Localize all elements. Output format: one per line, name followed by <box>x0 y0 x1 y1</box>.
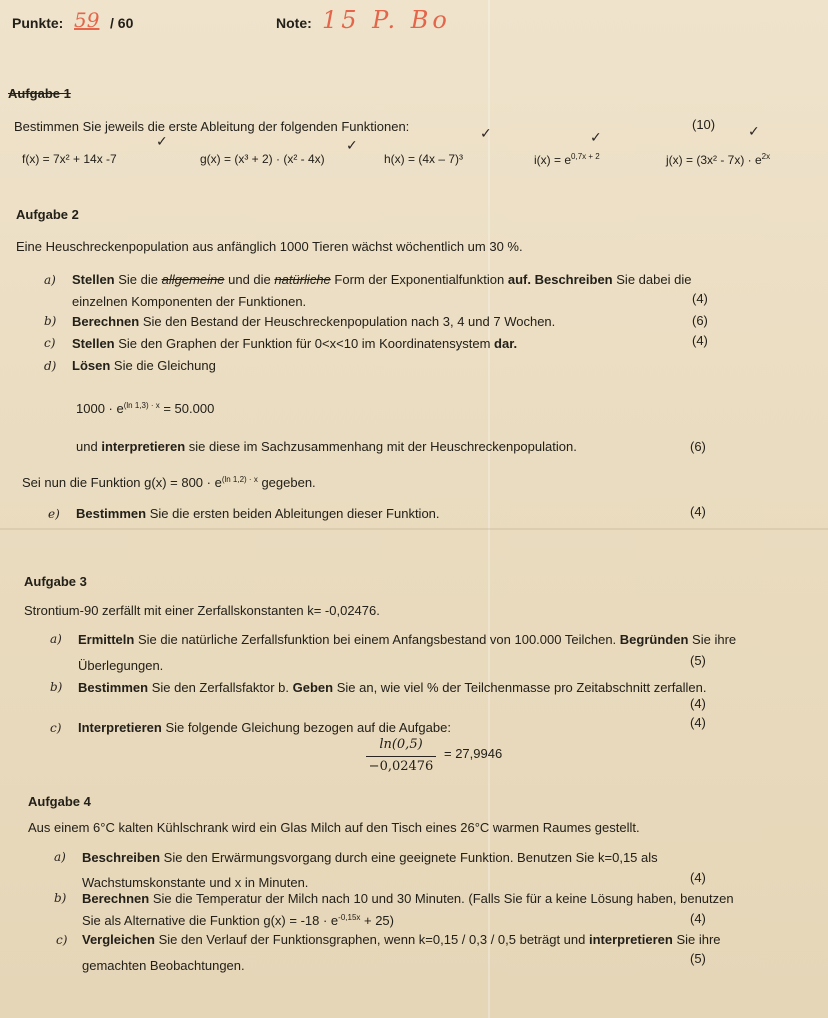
aufgabe4-c-points: (5) <box>690 951 706 966</box>
aufgabe4-a-line1: Beschreiben Sie den Erwärmungsvorgang durch eine geeignete Funktion. Benutzen Sie k=0,15 als <box>82 850 658 865</box>
check-icon: ✓ <box>156 134 168 150</box>
note-value: 15 P. Bo <box>322 6 451 34</box>
item-marker: c) <box>50 721 62 735</box>
punkte-score: 59 <box>74 8 100 32</box>
punkte-label: Punkte: <box>12 15 64 31</box>
fraction-bar <box>366 756 436 757</box>
aufgabe4-b-points: (4) <box>690 911 706 926</box>
aufgabe4-c-line1: Vergleichen Sie den Verlauf der Funktionsgraphen, wenn k=0,15 / 0,3 / 0,5 beträgt und interpretieren Sie ihre <box>82 932 721 947</box>
aufgabe4-c-line2: gemachten Beobachtungen. <box>82 958 245 973</box>
item-marker: a) <box>44 273 56 287</box>
aufgabe2-c-points: (4) <box>692 333 708 348</box>
aufgabe3-b: Bestimmen Sie den Zerfallsfaktor b. Geben Sie an, wie viel % der Teilchenmasse pro Zeitabschnitt zerfallen. <box>78 680 707 695</box>
aufgabe2-a-line2: einzelnen Komponenten der Funktionen. <box>72 294 307 309</box>
aufgabe4-intro: Aus einem 6°C kalten Kühlschrank wird ein Glas Milch auf den Tisch eines 26°C warmen Raumes gestellt. <box>28 820 640 835</box>
item-marker: c) <box>56 933 68 947</box>
paper-fold-horizontal <box>0 528 828 530</box>
check-icon: ✓ <box>346 138 358 154</box>
aufgabe3-a-points: (5) <box>690 653 706 668</box>
aufgabe3-a-line2: Überlegungen. <box>78 658 164 673</box>
punkte-total: / 60 <box>110 15 134 31</box>
item-marker: a) <box>50 632 62 646</box>
aufgabe3-c-points: (4) <box>690 715 706 730</box>
check-icon: ✓ <box>480 126 492 142</box>
fraction-result: = 27,9946 <box>444 746 503 761</box>
check-icon: ✓ <box>590 130 602 146</box>
item-marker: b) <box>54 891 67 905</box>
aufgabe2-intro: Eine Heuschreckenpopulation aus anfänglich 1000 Tieren wächst wöchentlich um 30 %. <box>16 239 523 254</box>
item-marker: e) <box>48 507 60 521</box>
paper-fold-vertical <box>488 0 490 1018</box>
aufgabe2-c: Stellen Sie den Graphen der Funktion für 0<x<10 im Koordinatensystem dar. <box>72 336 518 351</box>
aufgabe3-title: Aufgabe 3 <box>24 574 87 589</box>
aufgabe4-b-line2: Sie als Alternative die Funktion $g(x) = -18 \cdot e^{-0,15x} + 25$) <box>82 913 394 928</box>
aufgabe4-a-points: (4) <box>690 870 706 885</box>
note-label: Note: <box>276 15 312 31</box>
aufgabe2-b-points: (6) <box>692 313 708 328</box>
aufgabe2-a-line1: Stellen Sie die allgemeine und die natürliche Form der Exponentialfunktion auf. Beschreiben Sie dabei die <box>72 272 692 287</box>
function-f: f(x) = 7x² + 14x -7 <box>22 152 117 166</box>
item-marker: b) <box>44 314 57 328</box>
aufgabe4-title: Aufgabe 4 <box>28 794 91 809</box>
aufgabe2-e-points: (4) <box>690 504 706 519</box>
aufgabe3-a-line1: Ermitteln Sie die natürliche Zerfallsfunktion bei einem Anfangsbestand von 100.000 Teilchen. Begründen Sie ihre <box>78 632 737 647</box>
aufgabe2-g-function: Sei nun die Funktion $g(x) = 800 \cdot e^{(ln 1,2) \cdot x}$ gegeben. <box>22 475 316 490</box>
item-marker: b) <box>50 680 63 694</box>
function-h: h(x) = (4x – 7)³ <box>384 152 464 166</box>
aufgabe1-points: (10) <box>692 117 716 132</box>
function-j: $j(x) = (3x^2 - 7x) \cdot e^{2x}$ <box>666 152 771 167</box>
aufgabe1-intro: Bestimmen Sie jeweils die erste Ableitung der folgenden Funktionen: <box>14 119 410 134</box>
aufgabe3-intro: Strontium-90 zerfällt mit einer Zerfallskonstanten k= -0,02476. <box>24 603 380 618</box>
aufgabe2-interpret-points: (6) <box>690 439 706 454</box>
aufgabe2-title: Aufgabe 2 <box>16 207 79 222</box>
fraction-numerator: ln(0,5) <box>379 737 423 752</box>
aufgabe2-interpret: und interpretieren sie diese im Sachzusammenhang mit der Heuschreckenpopulation. <box>76 439 577 454</box>
aufgabe2-b: Berechnen Sie den Bestand der Heuschreckenpopulation nach 3, 4 und 7 Wochen. <box>72 314 556 329</box>
item-marker: a) <box>54 850 66 864</box>
aufgabe2-e: Bestimmen Sie die ersten beiden Ableitungen dieser Funktion. <box>76 506 440 521</box>
aufgabe2-equation: $1000 \cdot e^{(ln 1,3) \cdot x} = 50.000$ <box>76 401 215 416</box>
function-i: $i(x) = e^{0,7x + 2}$ <box>534 152 600 167</box>
aufgabe3-b-points: (4) <box>690 696 706 711</box>
fraction-denominator: −0,02476 <box>368 759 434 774</box>
function-g: g(x) = (x³ + 2) · (x² - 4x) <box>200 152 325 166</box>
item-marker: d) <box>44 359 57 373</box>
item-marker: c) <box>44 336 56 350</box>
check-icon: ✓ <box>748 124 760 140</box>
aufgabe2-a-points: (4) <box>692 291 708 306</box>
aufgabe1-title: Aufgabe 1 <box>8 86 71 101</box>
aufgabe4-b-line1: Berechnen Sie die Temperatur der Milch nach 10 und 30 Minuten. (Falls Sie für a keine Lösung haben, benutzen <box>82 891 734 906</box>
aufgabe3-c: Interpretieren Sie folgende Gleichung bezogen auf die Aufgabe: <box>78 720 451 735</box>
aufgabe2-d: Lösen Sie die Gleichung <box>72 358 216 373</box>
aufgabe4-a-line2: Wachstumskonstante und x in Minuten. <box>82 875 309 890</box>
